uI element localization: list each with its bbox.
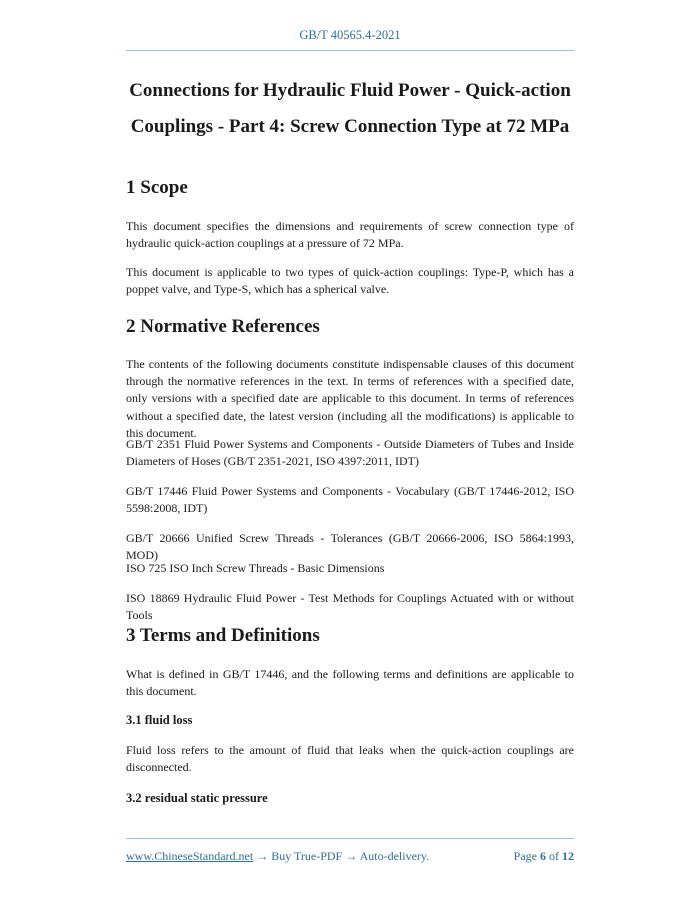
document-title [100, 73, 600, 145]
title-line-1: Connections for Hydraulic Fluid Power - Quick-action [129, 80, 571, 101]
normative-reference-item: GB/T 17446 Fluid Power Systems and Components - Vocabulary (GB/T 17446-2012, ISO 5598:2008, IDT) [126, 484, 574, 516]
page-of-label: of [549, 849, 559, 863]
section-heading-normative-references: 2 Normative References [126, 316, 320, 337]
title-line-2: Couplings - Part 4: Screw Connection Type at 72 MPa [130, 116, 570, 137]
section-heading-terms-definitions: 3 Terms and Definitions [126, 625, 320, 646]
page-indicator [500, 849, 574, 864]
footer-divider [126, 838, 574, 839]
normative-reference-item: GB/T 2351 Fluid Power Systems and Components - Outside Diameters of Tubes and Inside Diameters of Hoses (GB/T 2351-2021, ISO 4397:2011, IDT) [126, 437, 574, 469]
terms-intro-paragraph: What is defined in GB/T 17446, and the following terms and definitions are applicable to this document. [126, 667, 574, 699]
header-divider [126, 50, 574, 51]
page-total-number: 12 [562, 849, 574, 863]
scope-paragraph-2: This document is applicable to two types of quick-action couplings: Type-P, which has a poppet valve, and Type-S, which has a spherical valve. [126, 265, 574, 297]
auto-delivery-text: Auto-delivery. [359, 849, 430, 863]
term-heading-fluid-loss: 3.1 fluid loss [126, 713, 193, 727]
term-definition-fluid-loss: Fluid loss refers to the amount of fluid that leaks when the quick-action couplings are disconnected. [126, 743, 574, 775]
page-current-number: 6 [540, 849, 546, 863]
arrow-right-icon: → [256, 849, 269, 863]
scope-paragraph-1: This document specifies the dimensions and requirements of screw connection type of hydraulic quick-action couplings at a pressure of 72 MPa. [126, 219, 574, 251]
normative-intro-paragraph: The contents of the following documents constitute indispensable clauses of this document through the normative references in the text. In terms of references with a specified date, only versions with a specified date are applicable to this document. In terms of references without a specified date, the latest version (including all the modifications) is applicable to this document. [126, 357, 574, 440]
page-label: Page [513, 849, 537, 863]
running-header: GB/T 40565.4-2021 [299, 28, 401, 42]
normative-reference-item: ISO 18869 Hydraulic Fluid Power - Test Methods for Couplings Actuated with or without Tools [126, 591, 574, 623]
website-link[interactable]: www.ChineseStandard.net [126, 849, 254, 863]
normative-reference-item: ISO 725 ISO Inch Screw Threads - Basic Dimensions [126, 561, 385, 575]
section-heading-scope: 1 Scope [126, 177, 188, 198]
normative-reference-item: GB/T 20666 Unified Screw Threads - Tolerances (GB/T 20666-2006, ISO 5864:1993, MOD) [126, 531, 574, 563]
arrow-right-icon: → [345, 849, 358, 863]
footer-promo [126, 849, 429, 864]
term-heading-residual-static-pressure: 3.2 residual static pressure [126, 791, 268, 805]
buy-pdf-text: Buy True-PDF [271, 849, 343, 863]
